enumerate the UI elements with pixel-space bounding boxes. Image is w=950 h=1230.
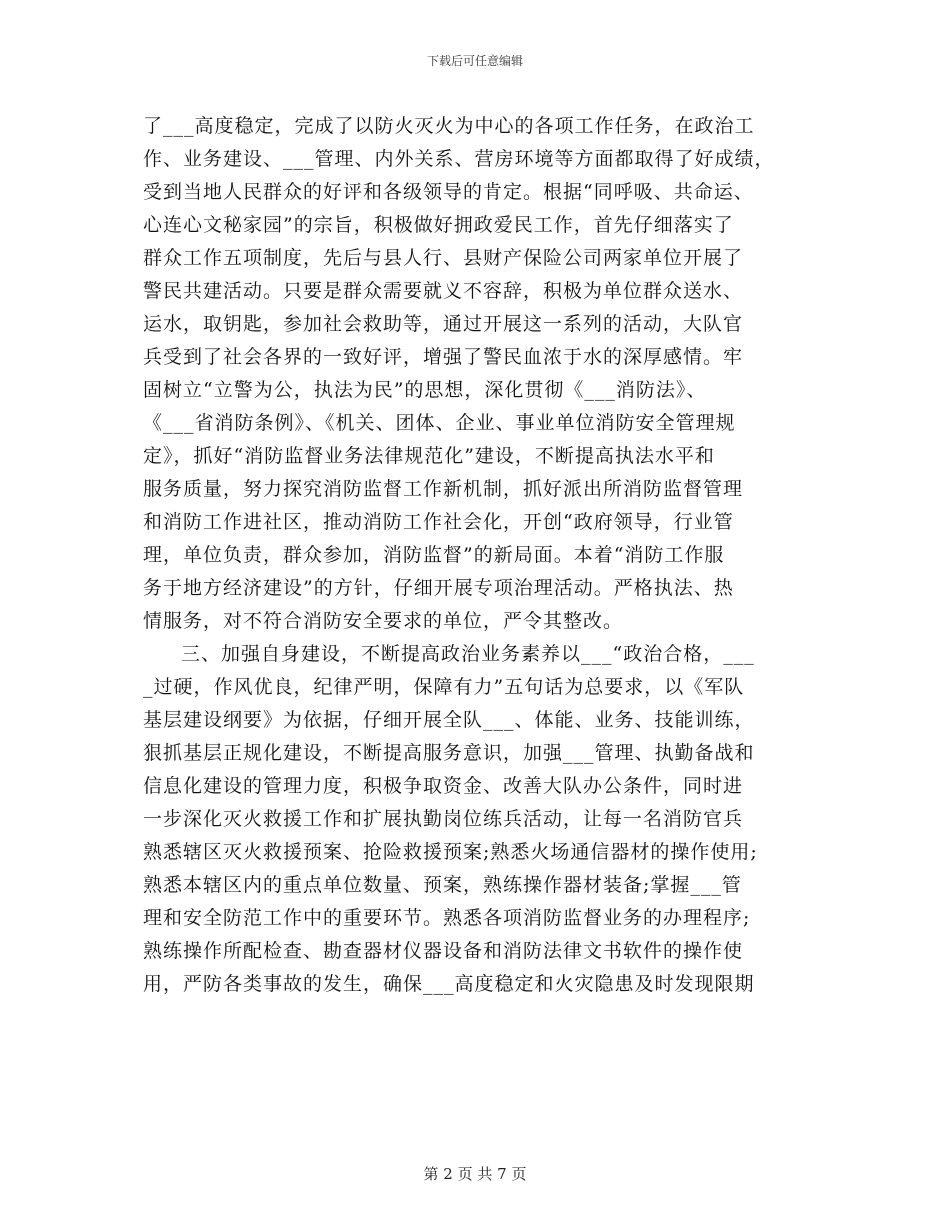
- document-body: [143, 110, 815, 1001]
- text-line: 狠抓基层正规化建设，不断提高服务意识，加强___管理、执勤备战和: [143, 742, 755, 764]
- text-line: 熟悉辖区灭火救援预案、抢险救援预案;熟悉火场通信器材的操作使用;: [143, 841, 758, 863]
- page-header: 下载后可任意编辑: [426, 54, 523, 68]
- text-line: 信息化建设的管理力度，积极争取资金、改善大队办公条件，同时进: [143, 775, 744, 797]
- text-line: 务于地方经济建设”的方针，仔细开展专项治理活动。严格执法、热: [143, 577, 734, 599]
- text-line: 受到当地人民群众的好评和各级领导的肯定。根据“同呼吸、共命运、: [143, 181, 754, 203]
- text-line: 警民共建活动。只要是群众需要就义不容辞，积极为单位群众送水、: [143, 280, 744, 302]
- text-line: 固树立“立警为公，执法为民”的思想，深化贯彻《___消防法》、: [143, 379, 707, 401]
- text-line: 服务质量，努力探究消防监督工作新机制，抓好派出所消防监督管理: [143, 478, 744, 500]
- text-line: 基层建设纲要》为依据，仔细开展全队___、体能、业务、技能训练，: [143, 709, 755, 731]
- text-line: 熟练操作所配检查、勘查器材仪器设备和消防法律文书软件的操作使: [143, 940, 744, 962]
- text-line: 熟悉本辖区内的重点单位数量、预案，熟练操作器材装备;掌握___管: [143, 874, 742, 896]
- text-line: 理，单位负责，群众参加，消防监督”的新局面。本着“消防工作服: [143, 544, 725, 566]
- section-heading-line: 三、加强自身建设，不断提高政治业务素养以___“政治合格，___: [181, 643, 755, 665]
- text-line: 理和安全防范工作中的重要环节。熟悉各项消防监督业务的办理程序;: [143, 907, 751, 929]
- text-line: 定》，抓好“消防监督业务法律规范化”建设，不断提高执法水平和: [143, 445, 715, 467]
- text-line: 群众工作五项制度，先后与县人行、县财产保险公司两家单位开展了: [143, 247, 744, 269]
- text-line: 用，严防各类事故的发生，确保___高度稳定和火灾隐患及时发现限期: [143, 973, 755, 995]
- text-line: _过硬，作风优良，纪律严明，保障有力”五句话为总要求，以《军队: [143, 676, 745, 698]
- text-line: 兵受到了社会各界的一致好评，增强了警民血浓于水的深厚感情。牢: [143, 346, 744, 368]
- text-line: 情服务，对不符合消防安全要求的单位，严令其整改。: [143, 610, 624, 632]
- text-line: 心连心文秘家园”的宗旨，积极做好拥政爱民工作，首先仔细落实了: [143, 214, 734, 236]
- text-line: 作、业务建设、___管理、内外关系、营房环境等方面都取得了好成绩，: [143, 148, 775, 170]
- text-line: 了___高度稳定，完成了以防火灭火为中心的各项工作任务，在政治工: [143, 115, 755, 137]
- text-line: 运水，取钥匙，参加社会救助等，通过开展这一系列的活动，大队官: [143, 313, 744, 335]
- text-line: 和消防工作进社区，推动消防工作社会化，开创“政府领导，行业管: [143, 511, 734, 533]
- page-number-footer: 第 2 页 共 7 页: [423, 1165, 527, 1183]
- text-line: 一步深化灭火救援工作和扩展执勤岗位练兵活动，让每一名消防官兵: [143, 808, 744, 830]
- text-line: 《___省消防条例》、《机关、团体、企业、事业单位消防安全管理规: [143, 412, 736, 434]
